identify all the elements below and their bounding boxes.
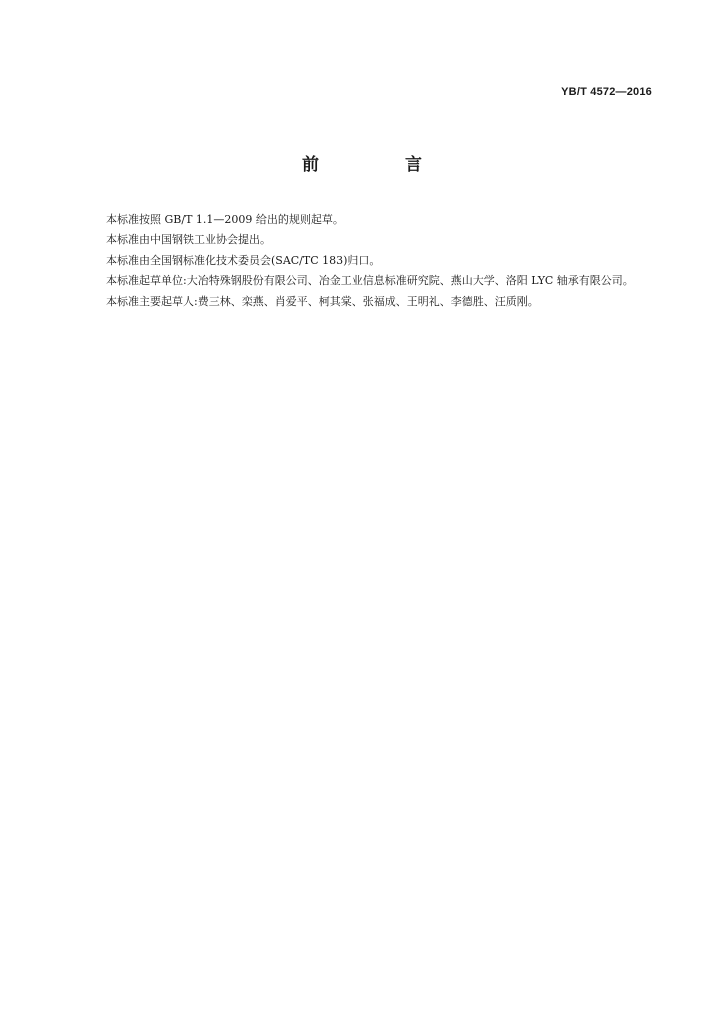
paragraph-drafters: 本标准主要起草人:费三林、栾燕、肖爱平、柯其棠、张福成、王明礼、李德胜、汪质刚。 [106,294,539,308]
paragraph-drafting-rules: 本标准按照 GB/T 1.1—2009 给出的规则起草。 [106,213,344,226]
standard-number: YB/T 4572—2016 [561,86,652,98]
paragraph-proposed-by: 本标准由中国钢铁工业协会提出。 [106,233,271,247]
foreword-body [84,210,656,312]
page-title: 前 言 [302,155,462,175]
paragraph-drafting-organizations: 本标准起草单位:大冶特殊钢股份有限公司、冶金工业信息标准研究院、燕山大学、洛阳 LYC 轴承有限公司。 [106,274,634,288]
paragraph-administered-by: 本标准由全国钢标准化技术委员会(SAC/TC 183)归口。 [106,253,381,267]
